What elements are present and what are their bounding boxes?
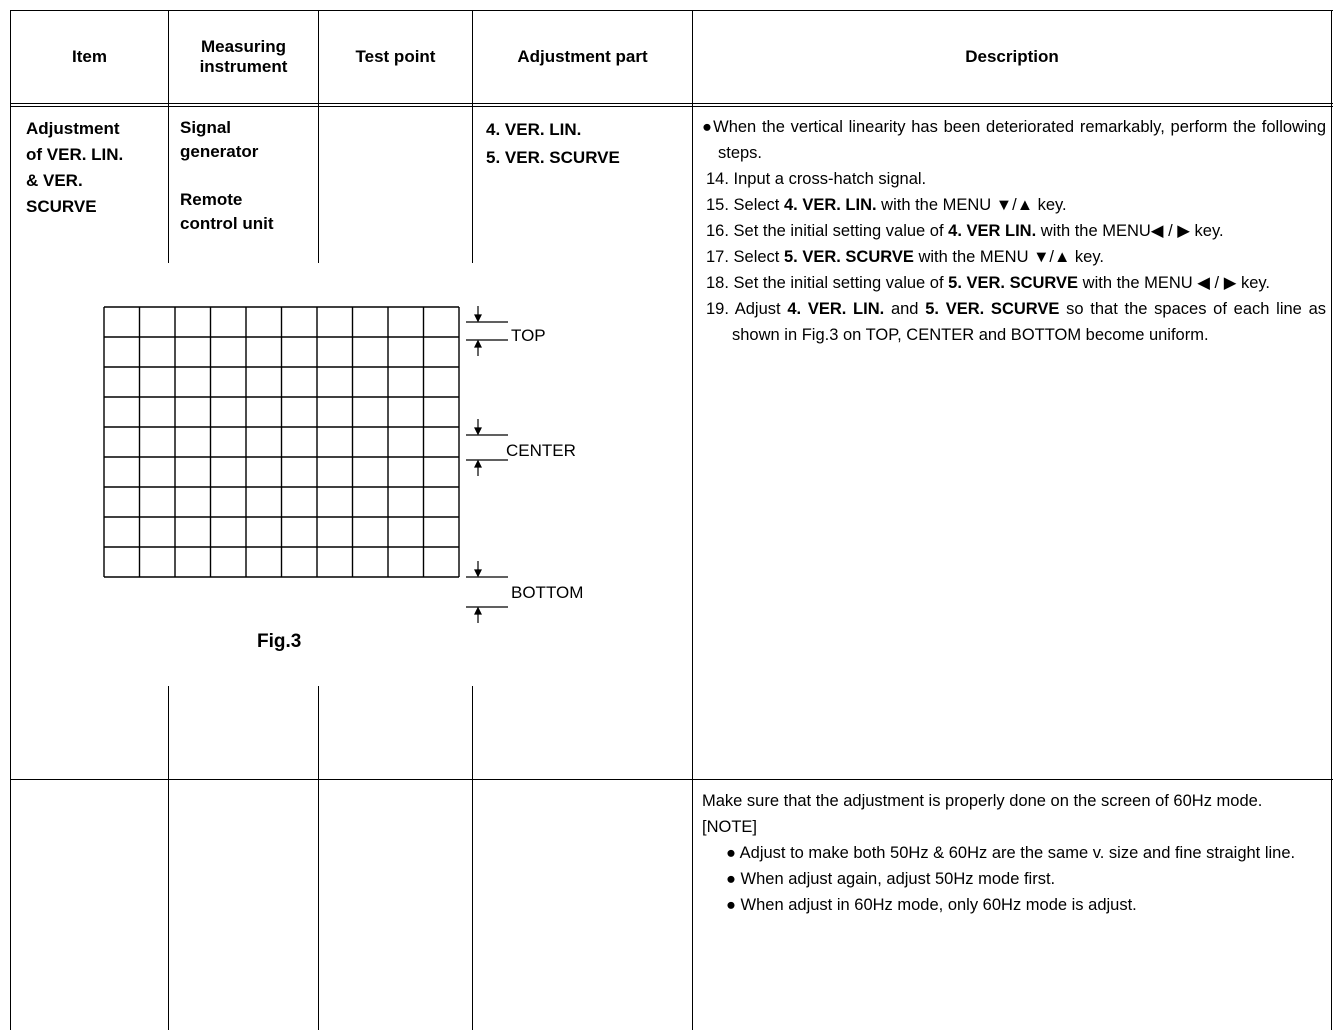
step-18: 18. Set the initial setting value of 5. VER. SCURVE with the MENU ◀ / ▶ key.: [706, 274, 1271, 292]
description-note: [702, 788, 1326, 918]
table-right-border: [1331, 10, 1332, 1030]
header-divider-2: [10, 106, 1333, 107]
col-divider-4: [692, 10, 693, 1030]
step-19: 19. Adjust 4. VER. LIN. and 5. VER. SCURVE so that the spaces of each line as shown in Fig.3 on TOP, CENTER and BOTTOM become uniform.: [706, 300, 1327, 344]
instrument-signal-generator: Signal generator: [180, 118, 259, 161]
step-14: 14. Input a cross-hatch signal.: [706, 170, 927, 188]
col-divider-3-lower: [472, 686, 473, 1030]
step-15: 15. Select 4. VER. LIN. with the MENU ▼/▲ key.: [706, 196, 1067, 214]
note-heading: [NOTE]: [702, 818, 758, 836]
header-item: Item: [72, 47, 107, 66]
row-divider: [10, 779, 1333, 780]
note-paragraph: Make sure that the adjustment is properly done on the screen of 60Hz mode.: [702, 792, 1263, 810]
adjustment-part-list: 4. VER. LIN. 5. VER. SCURVE: [486, 120, 620, 167]
figure-caption: Fig.3: [257, 631, 302, 652]
label-top: TOP: [511, 326, 546, 345]
label-bottom: BOTTOM: [511, 583, 584, 602]
step-17: 17. Select 5. VER. SCURVE with the MENU ▼/▲ key.: [706, 248, 1104, 266]
table-left-border: [10, 10, 11, 1030]
note-bullet-2: ● When adjust again, adjust 50Hz mode first.: [726, 870, 1056, 888]
instrument-remote-control: Remote control unit: [180, 190, 274, 233]
description-steps: [702, 114, 1326, 348]
header-adjustment-part: Adjustment part: [517, 47, 648, 66]
note-bullet-3: ● When adjust in 60Hz mode, only 60Hz mode is adjust.: [726, 896, 1137, 914]
header-measuring-instrument: Measuring instrument: [199, 37, 288, 76]
label-center: CENTER: [506, 441, 576, 460]
crosshatch-diagram: [100, 300, 540, 640]
note-bullet-1: ● Adjust to make both 50Hz & 60Hz are the same v. size and fine straight line.: [726, 844, 1296, 862]
top-measure-marker: [466, 306, 508, 356]
header-test-point: Test point: [355, 47, 436, 66]
header-description: Description: [965, 47, 1059, 66]
col-divider-1-lower: [168, 686, 169, 1030]
item-cell: Adjustment of VER. LIN. & VER. SCURVE: [26, 119, 124, 216]
bottom-measure-marker: [466, 561, 508, 623]
center-measure-marker: [466, 419, 508, 476]
intro-text: ●When the vertical linearity has been deteriorated remarkably, perform the following steps.: [702, 118, 1326, 162]
step-16: 16. Set the initial setting value of 4. VER LIN. with the MENU◀ / ▶ key.: [706, 222, 1224, 240]
col-divider-2-lower: [318, 686, 319, 1030]
